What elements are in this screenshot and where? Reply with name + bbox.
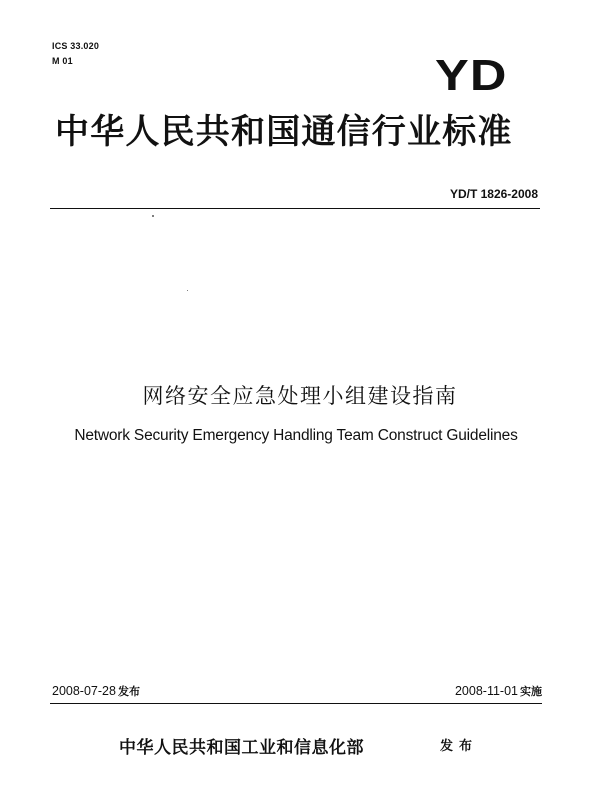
issuing-authority: 中华人民共和国工业和信息化部 [119, 738, 364, 758]
yd-logo: YD [435, 51, 508, 100]
top-divider [50, 208, 540, 209]
implement-date [455, 683, 542, 699]
issuing-label: 发布 [440, 739, 479, 754]
ccs-code: M 01 [52, 56, 73, 66]
publish-label: 发布 [117, 685, 140, 698]
standard-category-heading: 中华人民共和国通信行业标准 [55, 112, 513, 152]
implement-label: 实施 [520, 685, 542, 698]
scan-speck [187, 290, 188, 291]
standard-number: YD/T 1826-2008 [449, 187, 538, 201]
implement-date-value: 2008-11-01 [454, 684, 518, 698]
publish-date [52, 683, 140, 699]
document-title-english: Network Security Emergency Handling Team Construct Guidelines [74, 427, 518, 444]
publish-date-value: 2008-07-28 [52, 684, 116, 698]
ics-code: ICS 33.020 [52, 41, 100, 51]
scan-speck [152, 215, 154, 217]
bottom-divider [50, 703, 542, 704]
document-title-chinese: 网络安全应急处理小组建设指南 [142, 384, 458, 408]
